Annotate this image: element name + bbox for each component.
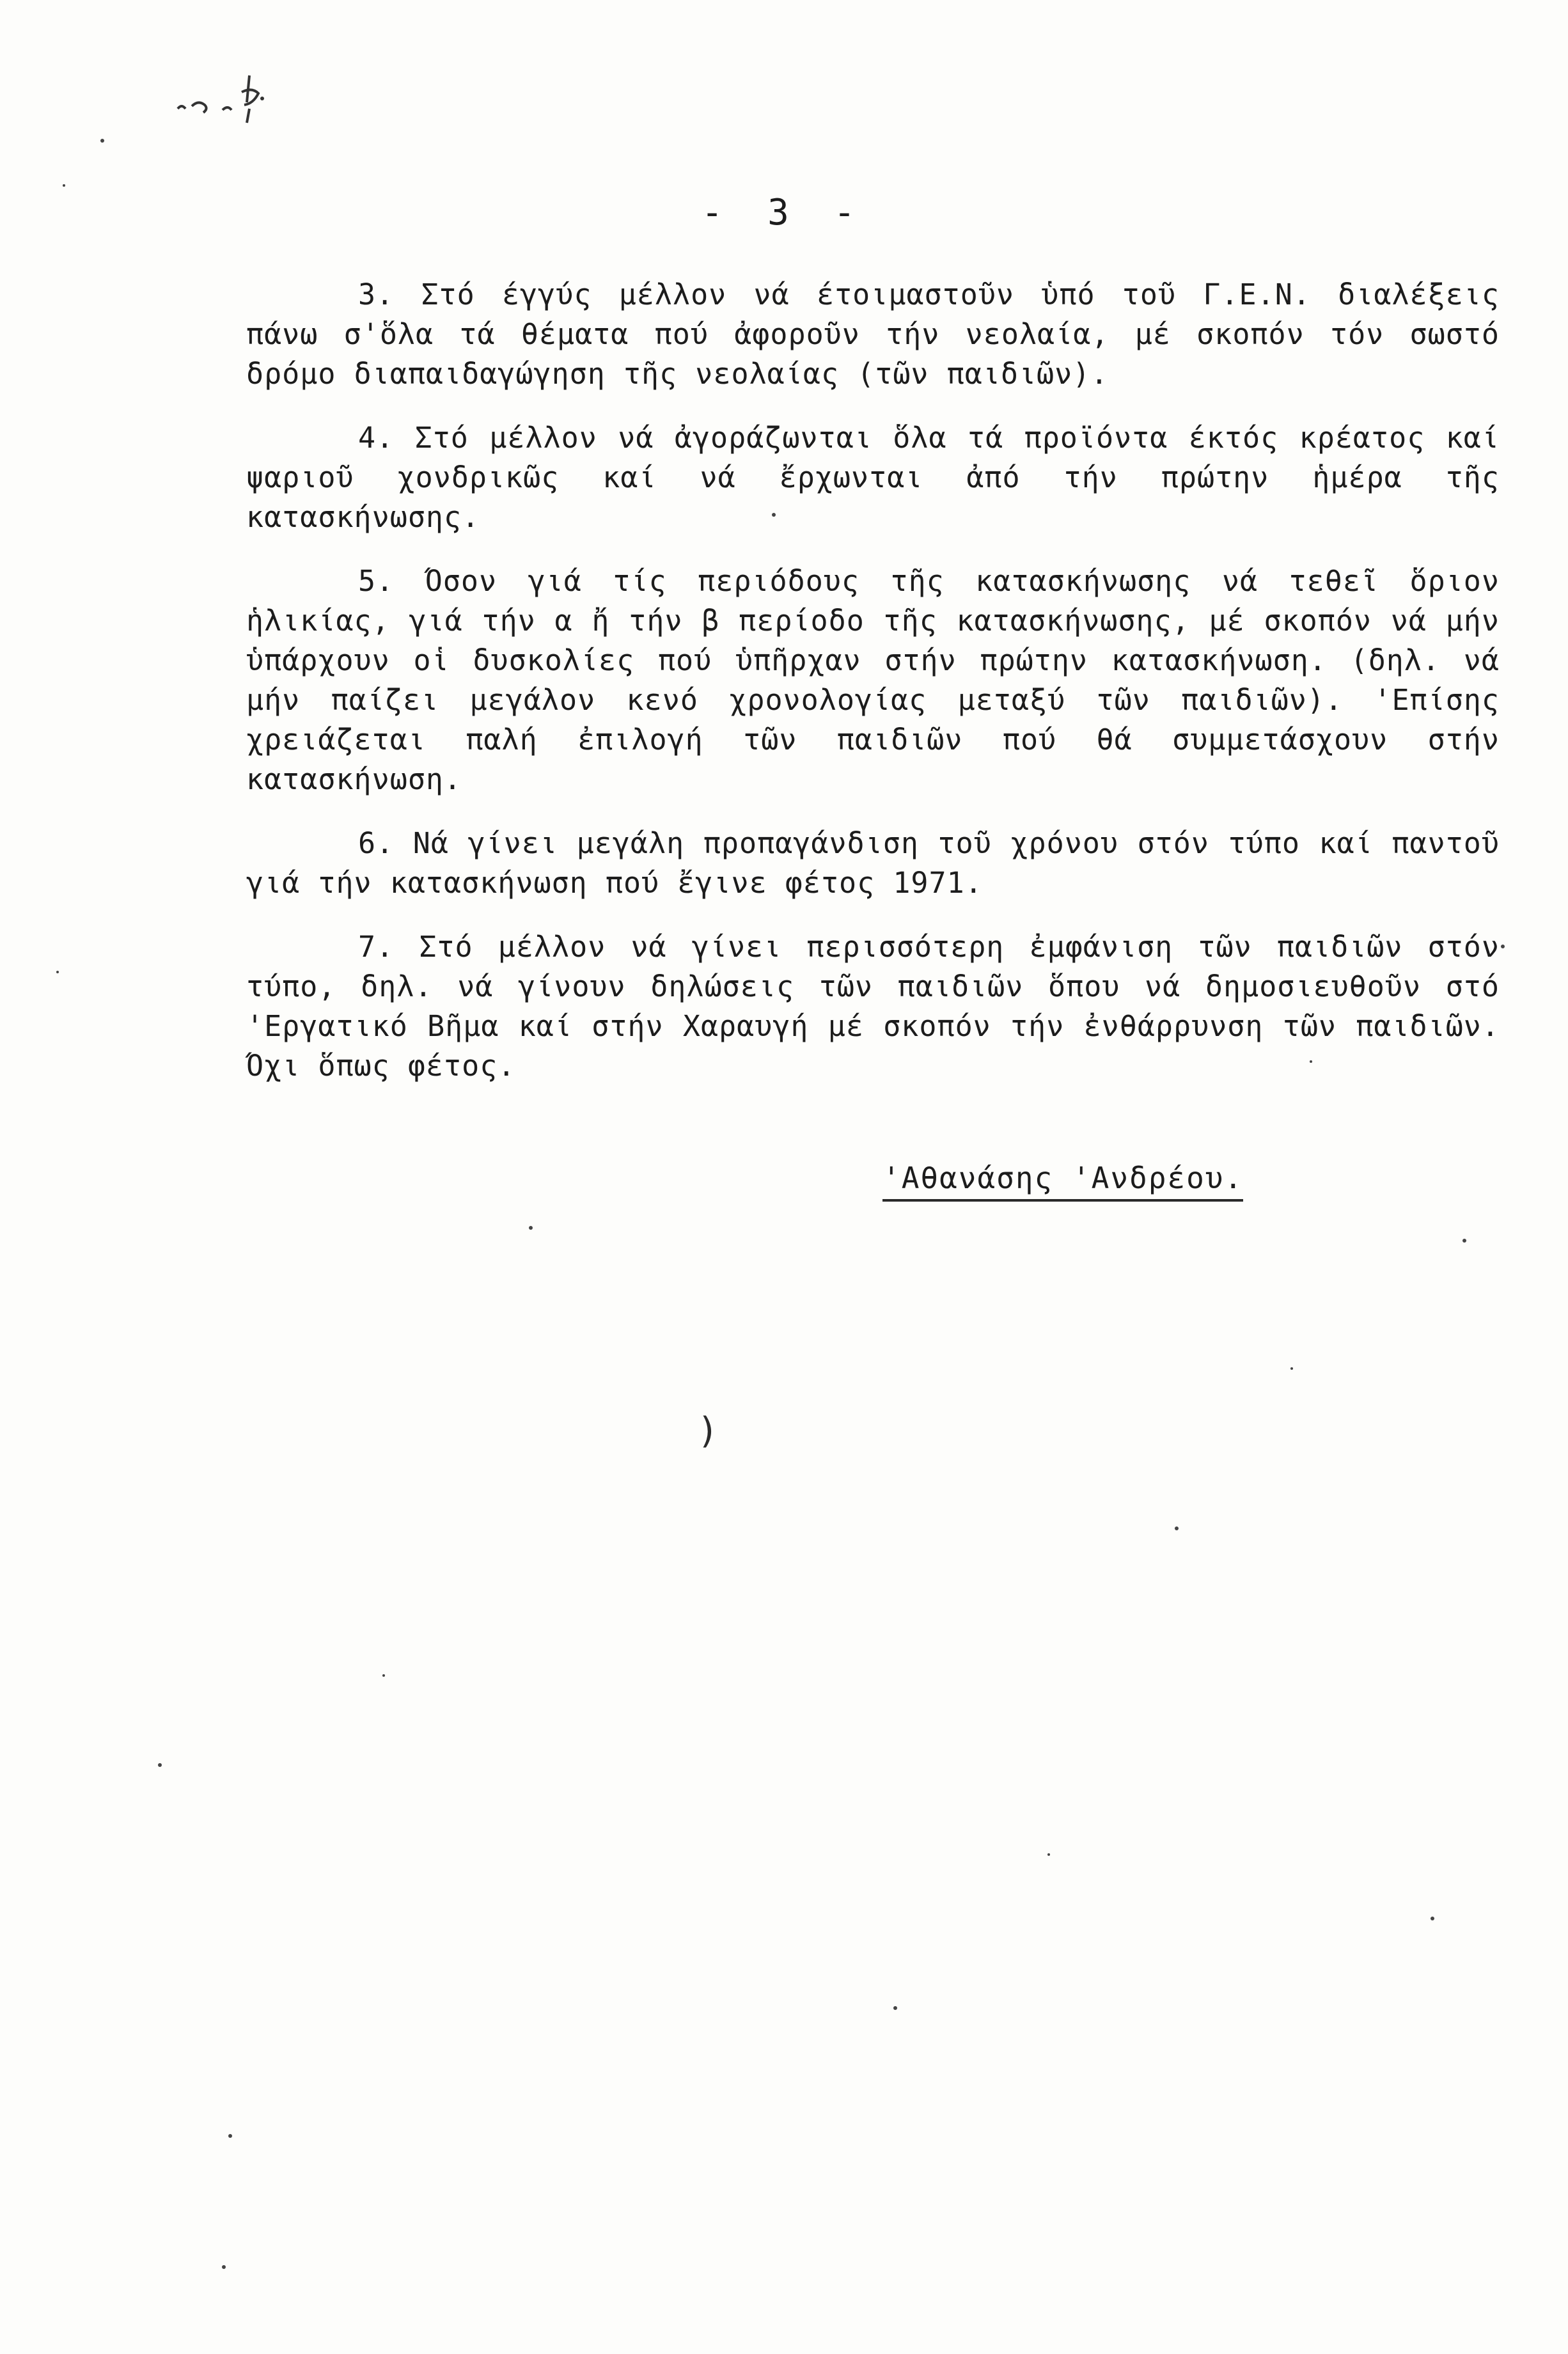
document-body [246, 275, 1500, 1110]
signature-name: 'Αθανάσης 'Ανδρέου. [882, 1161, 1243, 1202]
paragraph-5: 5. Όσον γιά τίς περιόδους τῆς κατασκήνωσης νά τεθεῖ ὅριον ἡλικίας, γιά τήν α ἤ τήν β περίοδο τῆς κατασκήνωσης, μέ σκοπόν νά μήν ὑπάρχουν οἱ δυσκολίες πού ὑπῆρχαν στήν πρώτην κατασκήνωση. (δηλ. νά μήν παίζει μεγάλον κενό χρονολογίας μεταξύ τῶν παιδιῶν). 'Επίσης χρειάζεται παλή ἐπιλογή τῶν παιδιῶν πού θά συμμετάσχουν στήν κατασκήνωση. [246, 564, 1500, 796]
paragraph-6: 6. Νά γίνει μεγάλη προπαγάνδιση τοῦ χρόνου στόν τύπο καί παντοῦ γιά τήν κατασκήνωση πού ἔγινε φέτος 1971. [246, 826, 1500, 900]
signature-block [882, 1161, 1266, 1202]
stray-mark: ) [697, 1410, 719, 1452]
handwritten-annotation [173, 64, 288, 134]
paragraph-7: 7. Στό μέλλον νά γίνει περισσότερη ἐμφάνιση τῶν παιδιῶν στόν τύπο, δηλ. νά γίνουν δηλώσεις τῶν παιδιῶν ὅπου νά δημοσιευθοῦν στό 'Εργατικό Βῆμα καί στήν Χαραυγή μέ σκοπόν τήν ἐνθάρρυνση τῶν παιδιῶν. Όχι ὅπως φέτος. [246, 930, 1500, 1083]
paragraph-4: 4. Στό μέλλον νά ἀγοράζωνται ὅλα τά προϊόντα έκτός κρέατος καί ψαριοῦ χονδρικῶς καί νά ἔρχωνται ἀπό τήν πρώτην ἡμέρα τῆς κατασκήνωσης. [246, 421, 1500, 534]
paragraph-3: 3. Στό έγγύς μέλλον νά έτοιμαστοῦν ὑπό τοῦ Γ.Ε.Ν. διαλέξεις πάνω σ'ὅλα τά θέματα πού ἀφοροῦν τήν νεολαία, μέ σκοπόν τόν σωστό δρόμο διαπαιδαγώγηση τῆς νεολαίας (τῶν παιδιῶν). [246, 278, 1500, 391]
page-number: - 3 - [701, 192, 867, 233]
